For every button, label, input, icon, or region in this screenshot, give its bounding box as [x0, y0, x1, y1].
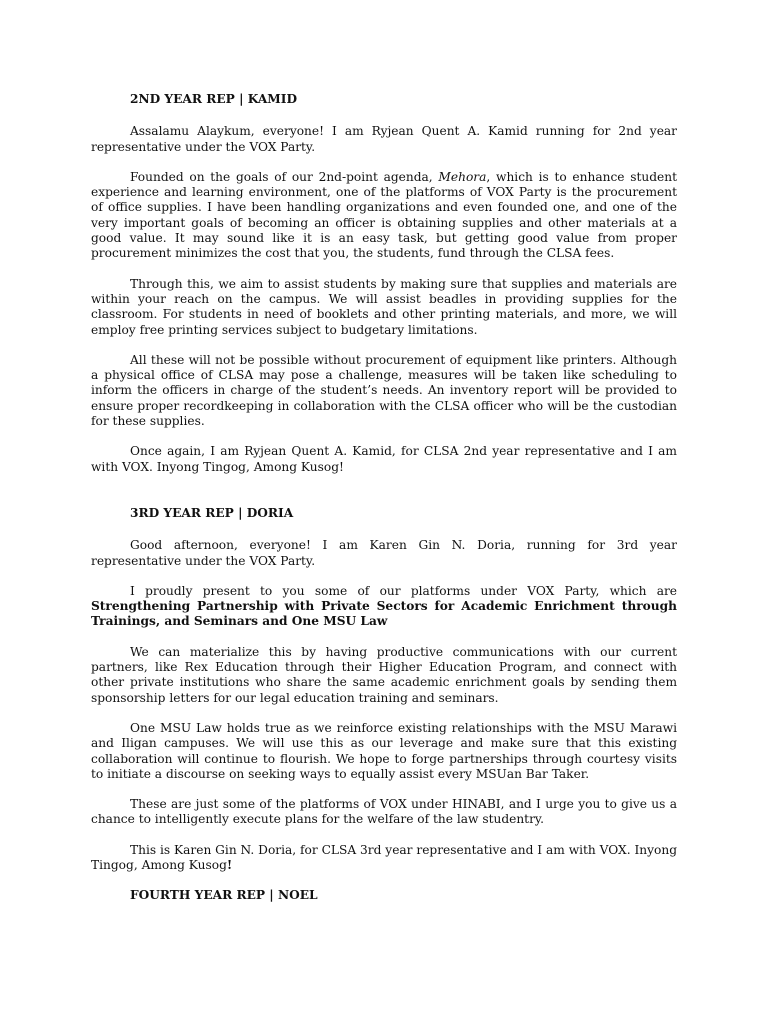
section-spacer — [91, 490, 677, 506]
text-run: , which is to enhance student experience and learning environment, one of the platforms of VOX Party is the procurement of office supplies. I have been handling organizations and even founded one, and one of the very important goals of becoming an officer is obtaining supplies and other materials at a good value. It may sound like it is an easy task, but getting good value from proper procurement minimizes the cost that you, the students, fund through the CLSA fees. — [91, 169, 677, 261]
paragraph-greeting-kamid: Assalamu Alaykum, everyone! I am Ryjean Quent A. Kamid running for 2nd year representative under the VOX Party. — [91, 124, 677, 154]
section-heading-2nd-year: 2ND YEAR REP | KAMID — [130, 92, 298, 106]
text-run: I proudly present to you some of our platforms under VOX Party, which are — [130, 583, 677, 598]
document-page — [91, 92, 677, 921]
paragraph-hinabi: These are just some of the platforms of VOX under HINABI, and I urge you to give us a chance to intelligently execute plans for the welfare of the law studentry. — [91, 797, 677, 827]
paragraph-closing-doria — [91, 843, 677, 874]
section-heading-3rd-year: 3RD YEAR REP | DORIA — [130, 505, 294, 520]
paragraph-supplies-assistance: Through this, we aim to assist students by making sure that supplies and materials are within your reach on the campus. We will assist beadles in providing supplies for the classroom. For students in need of booklets and other printing materials, and more, we will employ free printing services subject to budgetary limitations. — [91, 276, 677, 337]
paragraph-closing-kamid: Once again, I am Ryjean Quent A. Kamid, for CLSA 2nd year representative and I am with VOX. Inyong Tingog, Among Kusog! — [91, 444, 677, 474]
text-run: This is Karen Gin N. Doria, for CLSA 3rd year representative and I am with VOX. Inyong Tingog, Among Kusog — [91, 842, 677, 872]
paragraph-greeting-doria: Good afternoon, everyone! I am Karen Gin N. Doria, running for 3rd year representative under the VOX Party. — [91, 538, 677, 568]
paragraph-equipment-procurement: All these will not be possible without procurement of equipment like printers. Although a physical office of CLSA may pose a challenge, measures will be taken like scheduling to inform the officers in charge of the student’s needs. An inventory report will be provided to ensure proper recordkeeping in collaboration with the CLSA officer who will be the custodian for these supplies. — [91, 352, 677, 429]
bold-exclamation: ! — [226, 857, 233, 872]
paragraph-platforms-doria — [91, 584, 677, 630]
paragraph-mehora-agenda — [91, 170, 677, 262]
paragraph-one-msu-law: One MSU Law holds true as we reinforce existing relationships with the MSU Marawi and Iligan campuses. We will use this as our leverage and make sure that this existing collaboration will continue to flourish. We hope to forge partnerships through courtesy visits to initiate a discourse on seeking ways to equally assist every MSUan Bar Taker. — [91, 720, 677, 781]
section-heading-4th-year: FOURTH YEAR REP | NOEL — [130, 888, 318, 903]
italic-term-mehora: Mehora — [438, 169, 487, 184]
text-run: Founded on the goals of our 2nd-point agenda, — [130, 169, 439, 184]
paragraph-partners: We can materialize this by having productive communications with our current partners, like Rex Education through their Higher Education Program, and connect with other private institutions who share the same academic enrichment goals by sending them sponsorship letters for our legal education training and seminars. — [91, 644, 677, 705]
bold-platform-title: Strengthening Partnership with Private Sectors for Academic Enrichment through Trainings, and Seminars and One MSU Law — [91, 599, 677, 629]
